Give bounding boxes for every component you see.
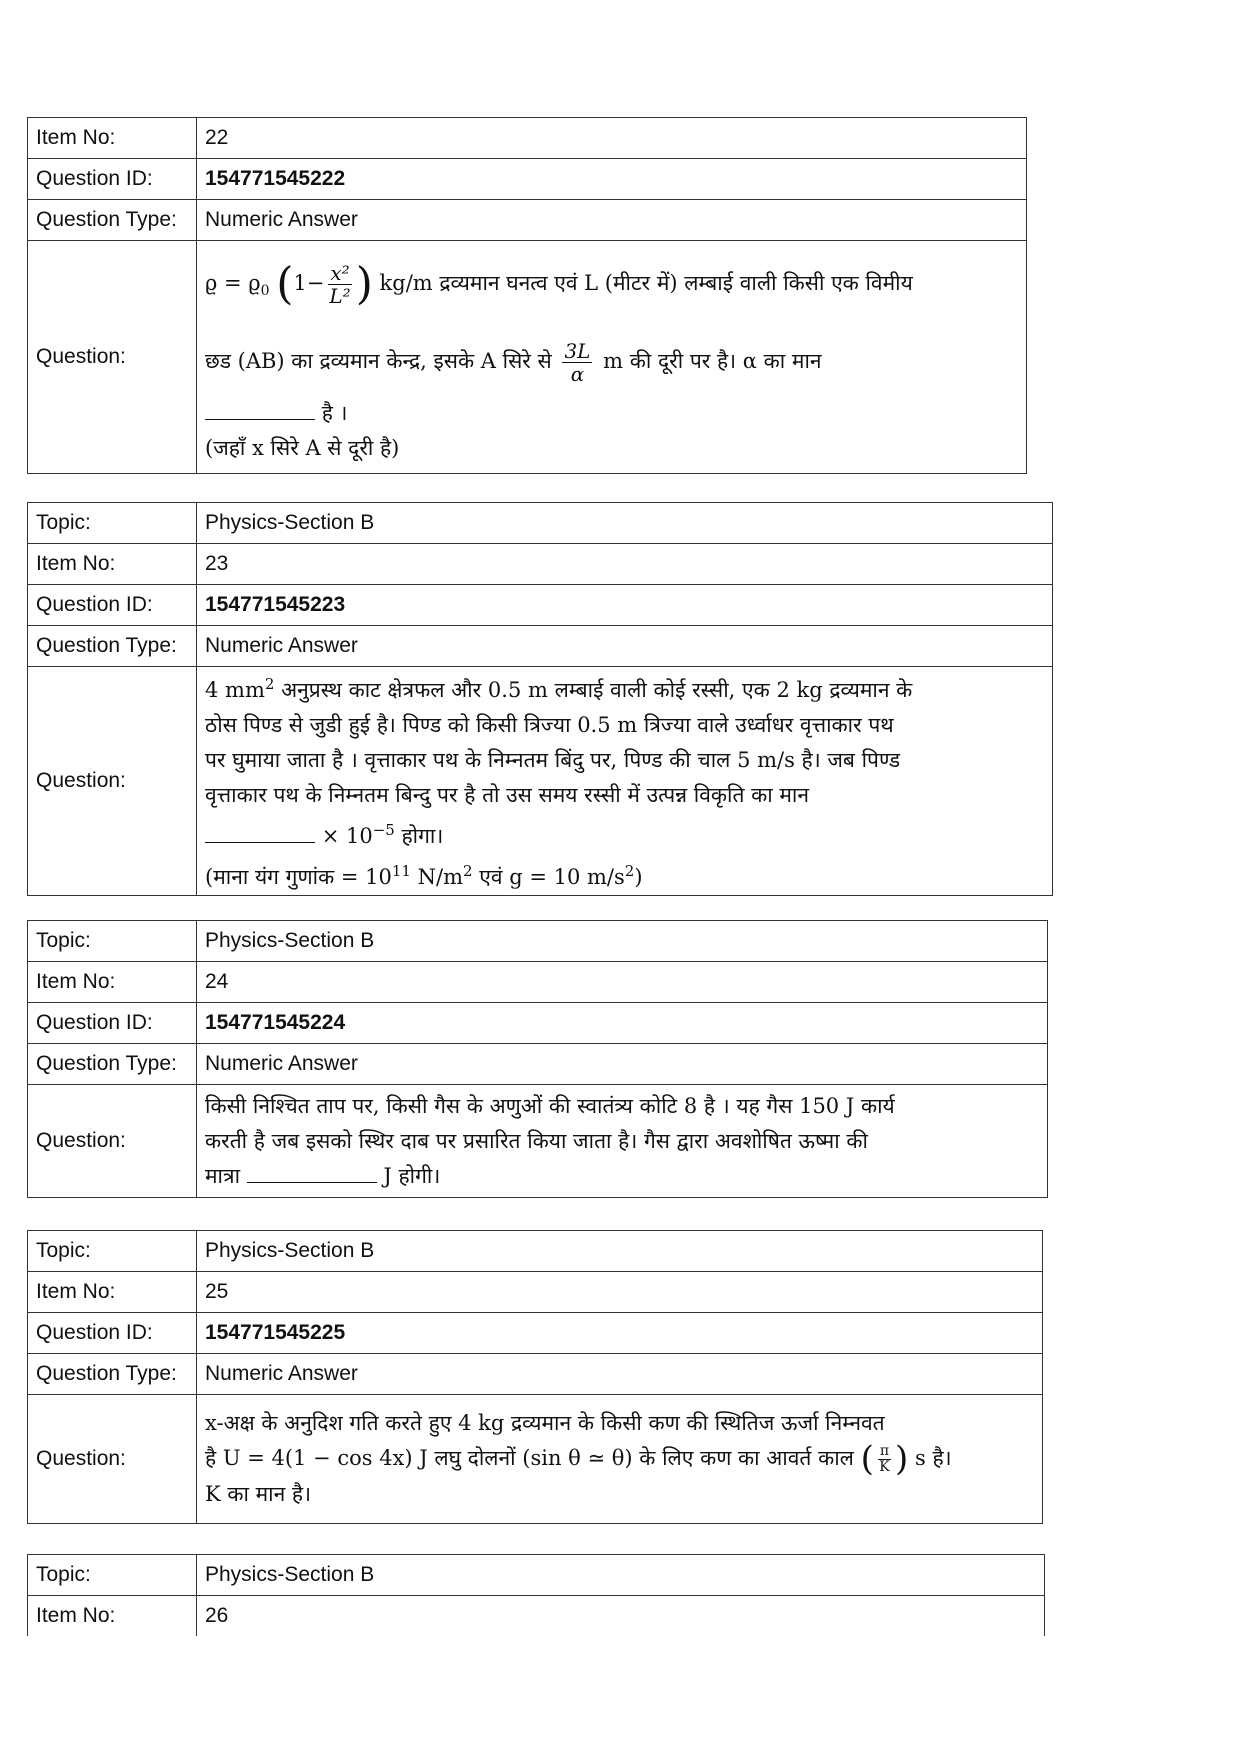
fraction-denominator: L² (329, 283, 351, 308)
question-id-value: 154771545225 (197, 1313, 1043, 1354)
question-line-1: kg/m द्रव्यमान घनत्व एवं L (मीटर में) लम्बाई वाली किसी एक विमीय (379, 270, 913, 295)
topic-value: Physics-Section B (197, 1555, 1045, 1596)
question-text (197, 667, 1053, 896)
one-minus: 1− (293, 270, 325, 295)
item-no-value: 26 (197, 1596, 1045, 1637)
topic-value: Physics-Section B (197, 921, 1048, 962)
question-line-6a: (माना यंग गुणांक = 10 (205, 865, 392, 889)
question-line-2a: है U = 4(1 − cos 4x) J लघु दोलनों (205, 1446, 516, 1470)
question-line-4: (जहाँ x सिरे A से दूरी है) (205, 436, 400, 461)
fraction-denominator: α (570, 362, 585, 387)
item-no-value: 23 (197, 544, 1053, 585)
question-type-label: Question Type: (28, 626, 197, 667)
question-type-value: Numeric Answer (197, 1044, 1048, 1085)
question-text (197, 1085, 1048, 1198)
topic-value: Physics-Section B (197, 503, 1053, 544)
question-text: $ϱ = ϱ_0$ (1− $\frac{\text{x²}}{\text{L²}}$ ) kg/m द्रव्यमान घनत्व एवं L (मीटर में) लम्बाई वाली किसी एक विमीय छड (AB) का द्रव्यमान केन्द्र, इसके A सिरे से $\frac{3L}{\alpha}$ m की दूरी पर है। α का मान है । (जहाँ x सिरे A से दूरी है) (197, 241, 1027, 474)
topic-label: Topic: (28, 503, 197, 544)
item-no-label: Item No: (28, 544, 197, 585)
question-table-23 (27, 502, 1053, 896)
item-no-value: 25 (197, 1272, 1043, 1313)
question-type-label: Question Type: (28, 200, 197, 241)
answer-blank (205, 820, 315, 843)
question-line-3a: मात्रा (205, 1163, 241, 1188)
question-id-label: Question ID: (28, 159, 197, 200)
question-table-24 (27, 920, 1048, 1198)
small-angle-approx: (sin θ ≃ θ) (522, 1446, 633, 1470)
question-id-label: Question ID: (28, 1313, 197, 1354)
question-line-6c: एवं g = 10 m/s (472, 865, 625, 889)
question-line-4: वृत्ताकार पथ के निम्नतम बिन्दु पर है तो उस समय रस्सी में उत्पन्न विकृति का मान (205, 783, 810, 807)
topic-value: Physics-Section B (197, 1231, 1043, 1272)
three-l-over-alpha-fraction (562, 340, 592, 385)
question-line-6b: N/m (410, 865, 464, 889)
item-no-label: Item No: (28, 1272, 197, 1313)
question-label: Question: (28, 667, 197, 896)
rho-subscript: 0 (260, 283, 270, 300)
question-line-1: x-अक्ष के अनुदिश गति करते हुए 4 kg द्रव्यमान के किसी कण की स्थितिज ऊर्जा निम्नवत (205, 1411, 885, 1435)
superscript: 2 (463, 862, 473, 880)
question-table-26 (27, 1554, 1045, 1636)
pi-over-k-fraction (878, 1444, 891, 1475)
fraction-numerator: x² (330, 260, 350, 285)
question-id-label: Question ID: (28, 1003, 197, 1044)
question-type-value: Numeric Answer (197, 200, 1027, 241)
question-id-value: 154771545223 (197, 585, 1053, 626)
question-line-5: होगा। (394, 824, 444, 848)
answer-blank (247, 1160, 377, 1183)
question-type-label: Question Type: (28, 1354, 197, 1395)
item-no-label: Item No: (28, 118, 197, 159)
question-type-value: Numeric Answer (197, 626, 1053, 667)
question-line-1: अनुप्रस्थ काट क्षेत्रफल और 0.5 m लम्बाई वाली कोई रस्सी, एक 2 kg द्रव्यमान के (274, 678, 913, 702)
question-line-2-start: छड (AB) का द्रव्यमान केन्द्र, इसके A सिरे से (205, 349, 552, 374)
question-table-25 (27, 1230, 1043, 1524)
fraction-numerator: π (879, 1443, 890, 1459)
fraction-numerator: 3L (564, 339, 591, 364)
superscript: −5 (372, 821, 395, 839)
rho-equation: ϱ = ϱ (205, 270, 261, 295)
superscript: 11 (391, 862, 411, 880)
area-value: 4 mm (205, 678, 265, 702)
topic-label: Topic: (28, 1555, 197, 1596)
question-label: Question: (28, 241, 197, 474)
topic-label: Topic: (28, 921, 197, 962)
question-line-2d: s है। (915, 1446, 952, 1470)
question-line-3: है । (321, 401, 348, 426)
question-text: x-अक्ष के अनुदिश गति करते हुए 4 kg द्रव्यमान के किसी कण की स्थितिज ऊर्जा निम्नवत है U = 4(1 − cos 4x) J लघु दोलनों (sin θ ≃ θ) के लिए कण का आवर्त काल ( $\frac{\pi}{K}$ ) s है। K का मान है। (197, 1395, 1043, 1524)
question-type-label: Question Type: (28, 1044, 197, 1085)
question-id-value: 154771545222 (197, 159, 1027, 200)
question-line-3b: J होगी। (383, 1163, 441, 1188)
x-over-l-fraction (328, 262, 351, 307)
question-line-2: ठोस पिण्ड से जुडी हुई है। पिण्ड को किसी त्रिज्या 0.5 m त्रिज्या वाले उर्ध्वाधर वृत्ताकार पथ (205, 713, 894, 737)
question-id-label: Question ID: (28, 585, 197, 626)
answer-blank (205, 397, 315, 420)
superscript: 2 (624, 862, 635, 880)
question-line-2c: के लिए कण का आवर्त काल (639, 1446, 854, 1470)
superscript: 2 (264, 675, 275, 693)
question-line-3: पर घुमाया जाता है । वृत्ताकार पथ के निम्नतम बिंदु पर, पिण्ड की चाल 5 m/s है। जब पिण्ड (205, 748, 901, 772)
question-line-2-end: m की दूरी पर है। α का मान (603, 349, 822, 374)
fraction-denominator: K (879, 1459, 890, 1475)
times-ten: × 10 (321, 824, 373, 848)
topic-label: Topic: (28, 1231, 197, 1272)
question-label: Question: (28, 1395, 197, 1524)
question-line-3: K का मान है। (205, 1482, 312, 1506)
question-table-22 (27, 117, 1027, 474)
question-type-value: Numeric Answer (197, 1354, 1043, 1395)
item-no-label: Item No: (28, 962, 197, 1003)
question-line-1: किसी निश्चित ताप पर, किसी गैस के अणुओं की स्वातंत्र्य कोटि 8 है । यह गैस 150 J कार्य (205, 1093, 895, 1118)
question-line-6d: ) (634, 865, 643, 889)
question-line-2: करती है जब इसको स्थिर दाब पर प्रसारित किया जाता है। गैस द्वारा अवशोषित ऊष्मा की (205, 1128, 868, 1153)
item-no-value: 22 (197, 118, 1027, 159)
question-label: Question: (28, 1085, 197, 1198)
item-no-value: 24 (197, 962, 1048, 1003)
question-id-value: 154771545224 (197, 1003, 1048, 1044)
item-no-label: Item No: (28, 1596, 197, 1637)
